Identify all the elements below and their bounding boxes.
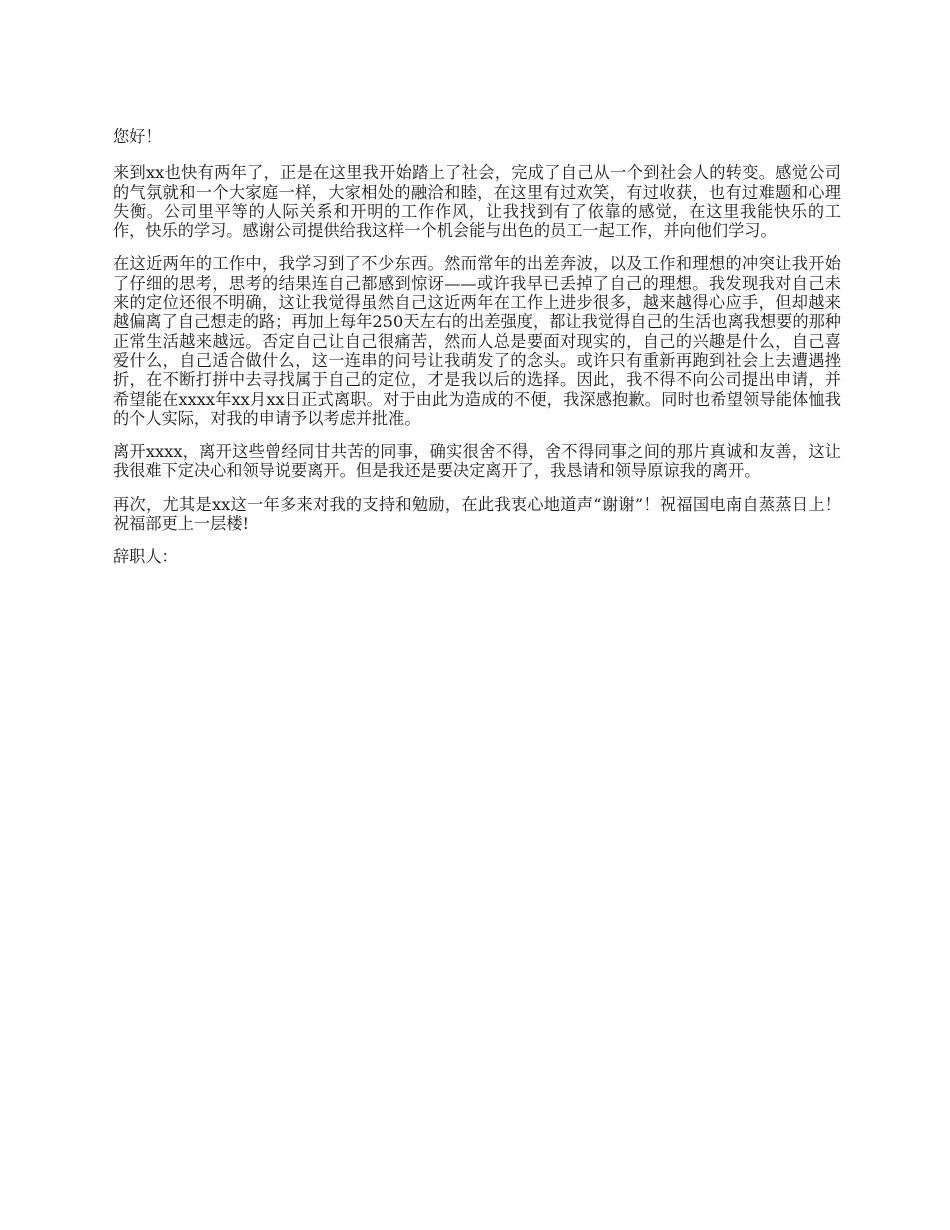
paragraph-reason: 在这近两年的工作中，我学习到了不少东西。然而常年的出差奔波，以及工作和理想的冲突让我开始了仔细的思考，思考的结果连自己都感到惊讶——或许我早已丢掉了自己的理想。我发现我对自己未来的定位还很不明确，这让我觉得虽然自己这近两年在工作上进步很多，越来越得心应手，但却越来越偏离了自己想走的路；再加上每年250天左右的出差强度，都让我觉得自己的生活也离我想要的那种正常生活越来越远。否定自己让自己很痛苦，然而人总是要面对现实的，自己的兴趣是什么，自己喜爱什么，自己适合做什么，这一连串的问号让我萌发了的念头。或许只有重新再跑到社会上去遭遇挫折，在不断打拼中去寻找属于自己的定位，才是我以后的选择。因此，我不得不向公司提出申请，并希望能在xxxx年xx月xx日正式离职。对于由此为造成的不便，我深感抱歉。同时也希望领导能体恤我的个人实际，对我的申请予以考虑并批准。 [113,254,841,428]
letter-body [113,118,841,581]
signature-label: 辞职人： [113,547,178,567]
paragraph-thanks: 再次，尤其是xx这一年多来对我的支持和勉励，在此我衷心地道声“谢谢”！祝福国电南自蒸蒸日上！祝福部更上一层楼! [113,494,841,534]
paragraph-intro: 来到xx也快有两年了，正是在这里我开始踏上了社会，完成了自己从一个到社会人的转变。感觉公司的气氛就和一个大家庭一样，大家相处的融洽和睦，在这里有过欢笑，有过收获，也有过难题和心理失衡。公司里平等的人际关系和开明的工作作风，让我找到有了依靠的感觉，在这里我能快乐的工作，快乐的学习。感谢公司提供给我这样一个机会能与出色的员工一起工作，并向他们学习。 [113,163,841,241]
greeting: 您好！ [113,127,162,146]
paragraph-farewell: 离开xxxx，离开这些曾经同甘共苦的同事，确实很舍不得，舍不得同事之间的那片真诚和友善，这让我很难下定决心和领导说要离开。但是我还是要决定离开了，我恳请和领导原谅我的离开。 [113,442,841,481]
